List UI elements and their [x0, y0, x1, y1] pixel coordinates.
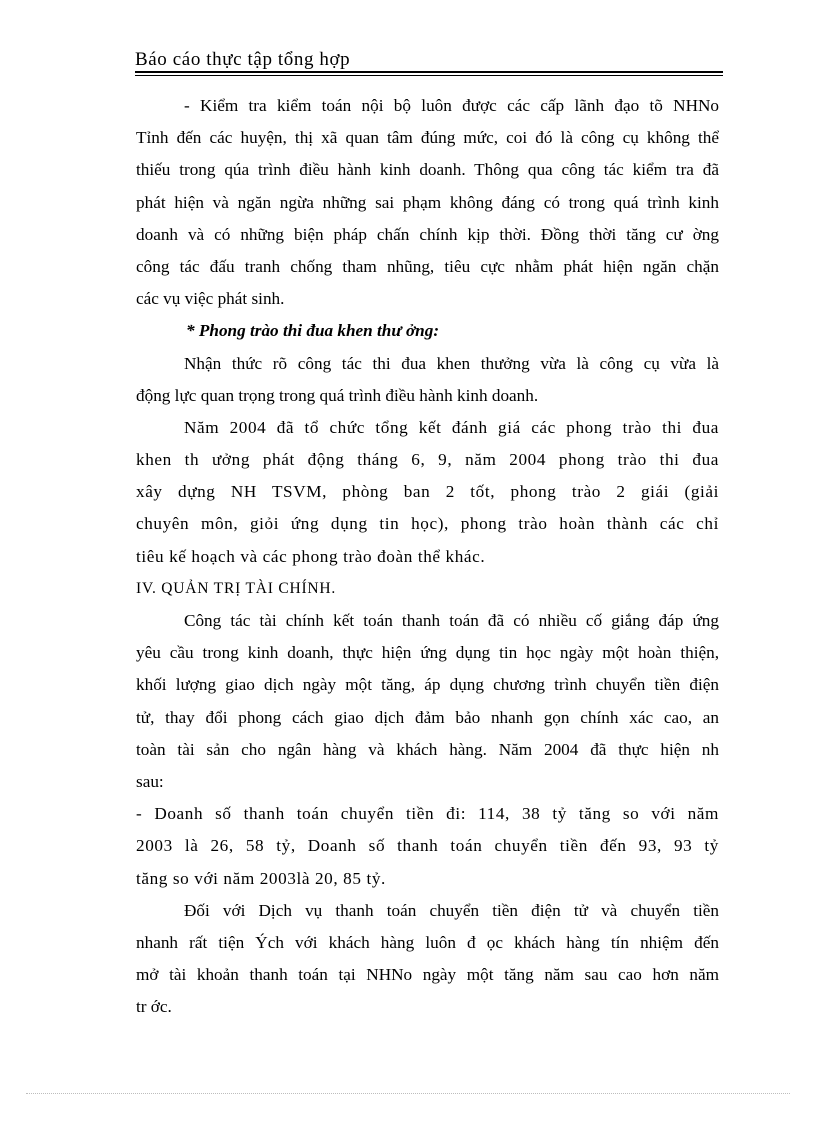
text-line: thiếu trong qúa trình điều hành kinh doanh. Thông qua công tác kiểm tra đã	[136, 160, 719, 180]
header-rule	[135, 71, 723, 73]
paragraph-year-2004-review	[136, 412, 719, 573]
text-line: tiêu kế hoạch và các phong trào đoàn thể khác.	[136, 546, 486, 566]
section-heading-emulation	[136, 315, 719, 347]
page-bottom-divider	[26, 1093, 790, 1094]
text-line: động lực quan trọng trong quá trình điều hành kinh doanh.	[136, 385, 539, 405]
text-line: khối lượng giao dịch ngày một tăng, áp dụng chương trình chuyển tiền điện	[136, 675, 719, 695]
text-line: - Kiểm tra kiểm toán nội bộ luôn được các cấp lãnh đạo tõ NHNo	[184, 96, 719, 115]
header-rule-secondary	[135, 75, 723, 76]
section-heading: * Phong trào thi đua khen thư ởng:	[186, 321, 440, 341]
body-text	[136, 90, 719, 1023]
paragraph-internal-audit	[136, 90, 719, 315]
text-line: doanh và có những biện pháp chấn chính kịp thời. Đồng thời tăng cư ờng	[136, 224, 719, 244]
paragraph-finance-work	[136, 605, 719, 798]
text-line: Công tác tài chính kết toán thanh toán đã có nhiều cố giắng đáp ứng	[184, 611, 719, 630]
text-line: tăng so với năm 2003là 20, 85 tỷ.	[136, 868, 386, 888]
text-line: các vụ việc phát sinh.	[136, 289, 285, 309]
text-line: sau:	[136, 771, 164, 791]
text-line: toàn tài sản cho ngân hàng và khách hàng. Năm 2004 đã thực hiện nh	[136, 739, 719, 759]
text-line: tr ớc.	[136, 997, 172, 1017]
text-line: tử, thay đổi phong cách giao dịch đảm bảo nhanh gọn chính xác cao, an	[136, 707, 719, 727]
section-heading-finance	[136, 573, 719, 605]
text-line: - Doanh số thanh toán chuyển tiền đi: 114, 38 tỷ tăng so với năm	[136, 804, 719, 824]
text-line: xây dựng NH TSVM, phòng ban 2 tốt, phong trào 2 giái (giải	[136, 482, 719, 502]
text-line: phát hiện và ngăn ngừa những sai phạm không đáng có trong quá trình kinh	[136, 192, 719, 212]
text-line: Năm 2004 đã tổ chức tổng kết đánh giá các phong trào thi đua	[184, 417, 719, 437]
text-line: chuyên môn, giỏi ứng dụng tin học), phong trào hoàn thành các chỉ	[136, 514, 719, 534]
text-line: Nhận thức rõ công tác thi đua khen thưởng vừa là công cụ vừa là	[184, 353, 719, 373]
section-heading: IV. QUẢN TRỊ TÀI CHÍNH.	[136, 579, 337, 597]
text-line: yêu cầu trong kinh doanh, thực hiện ứng dụng tin học ngày một hoàn thiện,	[136, 643, 719, 663]
paragraph-electronic-transfer	[136, 895, 719, 1024]
text-line: Tỉnh đến các huyện, thị xã quan tâm đúng mức, coi đó là công cụ không thể	[136, 128, 719, 148]
paragraph-transfer-sales	[136, 798, 719, 895]
paragraph-awareness	[136, 348, 719, 412]
text-line: công tác đấu tranh chống tham nhũng, tiêu cực nhằm phát hiện ngăn chặn	[136, 256, 719, 276]
text-line: Đối với Dịch vụ thanh toán chuyển tiền điện tử và chuyển tiền	[184, 900, 719, 920]
header-title: Báo cáo thực tập tổng hợp	[135, 49, 351, 70]
page-header	[135, 50, 723, 72]
text-line: nhanh rất tiện Ých với khách hàng luôn đ ọc khách hàng tín nhiệm đến	[136, 932, 719, 952]
text-line: mở tài khoản thanh toán tại NHNo ngày một tăng năm sau cao hơn năm	[136, 965, 719, 985]
text-line: 2003 là 26, 58 tỷ, Doanh số thanh toán chuyển tiền đến 93, 93 tỷ	[136, 836, 719, 856]
text-line: khen th ưởng phát động tháng 6, 9, năm 2004 phong trào thi đua	[136, 450, 719, 470]
